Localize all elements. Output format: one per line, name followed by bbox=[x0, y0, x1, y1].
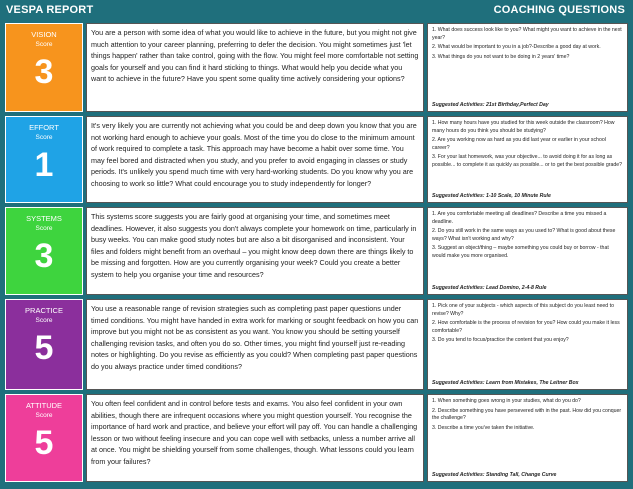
practice-score-value: 5 bbox=[34, 329, 54, 367]
practice-question-1: 1. Pick one of your subjects - which aspects of this subject do you least need to revise? Why? bbox=[432, 303, 614, 317]
practice-description bbox=[86, 299, 424, 390]
systems-questions bbox=[427, 207, 628, 295]
effort-score-box bbox=[5, 116, 83, 203]
effort-question-1: 1. How many hours have you studied for this week outside the classroom? How many hours do you think you should be studying? bbox=[432, 120, 615, 134]
attitude-question-2: 2. Describe something you have persevered with in the past. How did you conquer the challenge? bbox=[432, 407, 622, 422]
effort-question-3: 3. For your last homework, was your objective... to avoid doing it for as long as possible... to complete it as quickly as possible... or to get the best possible grade? bbox=[432, 154, 623, 168]
practice-questions bbox=[427, 299, 628, 390]
effort-label: EFFORT bbox=[29, 123, 59, 132]
systems-description bbox=[86, 207, 424, 295]
attitude-score-box bbox=[5, 394, 83, 482]
effort-description bbox=[86, 116, 424, 203]
attitude-questions bbox=[427, 394, 628, 482]
attitude-description bbox=[86, 394, 424, 482]
practice-suggested-activities: Suggested Activities: Learn from Mistakes, The Leitner Box bbox=[432, 380, 579, 386]
report-header bbox=[0, 0, 633, 22]
systems-question-3: 3. Suggest an object/thing – maybe something you could buy or borrow - that would make you more organised. bbox=[432, 245, 609, 259]
systems-question-1: 1. Are you comfortable meeting all deadlines? Describe a time you missed a deadline. bbox=[432, 211, 607, 225]
attitude-score-label: Score bbox=[35, 412, 53, 419]
attitude-question-1: 1. When something goes wrong in your studies, what do you do? bbox=[432, 398, 581, 404]
systems-row bbox=[0, 207, 633, 295]
vision-description bbox=[86, 23, 424, 112]
vision-suggested-activities: Suggested Activities: 21st Birthday,Perfect Day bbox=[432, 102, 549, 108]
effort-suggested-activities: Suggested Activities: 1-10 Scale, 10 Minute Rule bbox=[432, 193, 551, 199]
vision-question-3: 3. What things do you not want to be doing in 2 years' time? bbox=[432, 53, 570, 60]
effort-row bbox=[0, 116, 633, 203]
vision-score-box bbox=[5, 23, 83, 112]
effort-score-label: Score bbox=[35, 134, 53, 141]
vision-question-1: 1. What does success look like to you? What might you want to achieve in the next year? bbox=[432, 27, 622, 41]
attitude-question-3: 3. Describe a time you've taken the initiative. bbox=[432, 424, 535, 431]
vision-score-label: Score bbox=[35, 41, 53, 48]
practice-question-2: 2. How comfortable is the process of revision for you? How could you make it less comfortable? bbox=[432, 320, 620, 334]
effort-score-value: 1 bbox=[34, 146, 54, 184]
coaching-questions-title: COACHING QUESTIONS bbox=[493, 4, 625, 16]
attitude-label: ATTITUDE bbox=[25, 401, 63, 410]
vision-score-value: 3 bbox=[34, 53, 54, 91]
practice-description-text: You use a reasonable range of revision strategies such as completing past paper questions under timed conditions. You might have handed in extra work for marking or sought feedback on how you can improve but you might not be as consistent as you want. You know you should be setting yourself challenging revision tasks, and often you do so. Other times, you might find yourself just re-reading notes or highlighting. Do you revise as efficiently as you could? When completing past paper questions do you always practice under timed conditions? bbox=[91, 304, 419, 371]
attitude-score-value: 5 bbox=[34, 424, 54, 462]
systems-suggested-activities: Suggested Activities: Lead Domino, 2-4-8 Rule bbox=[432, 285, 547, 291]
attitude-suggested-activities: Suggested Activities: Standing Tall, Change Curve bbox=[432, 472, 557, 478]
vision-description-text: You are a person with some idea of what you would like to achieve in the future, but you might not give much attention to your career planning, preferring to defer the decision. You might sometimes just 'let things happen' rather than take control, going with the flow. You might feel more comfortable not setting goals for yourself and you can find it hard sticking to things. What would help you decide what you want to achieve in the future? Have you spent some quality time actively considering your options? bbox=[91, 28, 419, 83]
vision-label: VISION bbox=[31, 30, 57, 39]
practice-row bbox=[0, 299, 633, 390]
attitude-row bbox=[0, 394, 633, 482]
practice-score-label: Score bbox=[35, 317, 53, 324]
systems-question-2: 2. Do you still work in the same ways as you used to? What is good about these ways? What isn't working and why? bbox=[432, 228, 616, 242]
practice-score-box bbox=[5, 299, 83, 390]
report-title: VESPA REPORT bbox=[6, 4, 94, 16]
systems-score-box bbox=[5, 207, 83, 295]
vision-question-2: 2. What would be important to you in a job?-Describe a good day at work. bbox=[432, 44, 601, 51]
effort-questions bbox=[427, 116, 628, 203]
effort-question-2: 2. Are you working now as hard as you did last year or earlier in your school career? bbox=[432, 137, 606, 151]
systems-score-value: 3 bbox=[34, 237, 54, 275]
systems-description-text: This systems score suggests you are fairly good at organising your time, and sometimes meet deadlines. However, it also suggests you don't always complete your homework on time, particularly in busy weeks. You can make good study notes but are also a bit disorganised and inconsistent. Your files and folders might benefit from an overhaul – you might know deep down there are things likely to be missing and forgotten. How are you currently organising your week? Could you create a better system to help you organise your time and resources? bbox=[91, 212, 417, 279]
effort-description-text: It's very likely you are currently not achieving what you could be and deep down you know that you are not working hard enough to achieve your goals. Most of the time you do close to the minimum amount of work required to complete a task. This approach may have become a habit over some time. You may feel bored and distracted when you study, and you prefer to avoid engaging in classes or study periods. It's unlikely you spend much time with very hard-working students. Do you know why you are choosing to work so little? What could encourage you to study independently for longer? bbox=[91, 121, 417, 188]
vision-questions bbox=[427, 23, 628, 112]
practice-question-3: 3. Do you tend to focus/practice the content that you enjoy? bbox=[432, 337, 569, 344]
practice-label: PRACTICE bbox=[25, 306, 63, 315]
systems-label: SYSTEMS bbox=[26, 214, 62, 223]
vision-row bbox=[0, 23, 633, 112]
attitude-description-text: You often feel confident and in control before tests and exams. You also feel confident in your own abilities, though there are infrequent occasions where you might question yourself. You recognise the importance of hard work and practice, and believe your effort will pay off. You can handle a challenging lesson or two without feeling insecure and you can cope well with setbacks, unless a number arrive all at once. You might be shielding yourself from some challenges, though. What lessons could you learn from your failures? bbox=[91, 399, 418, 466]
systems-score-label: Score bbox=[35, 225, 53, 232]
